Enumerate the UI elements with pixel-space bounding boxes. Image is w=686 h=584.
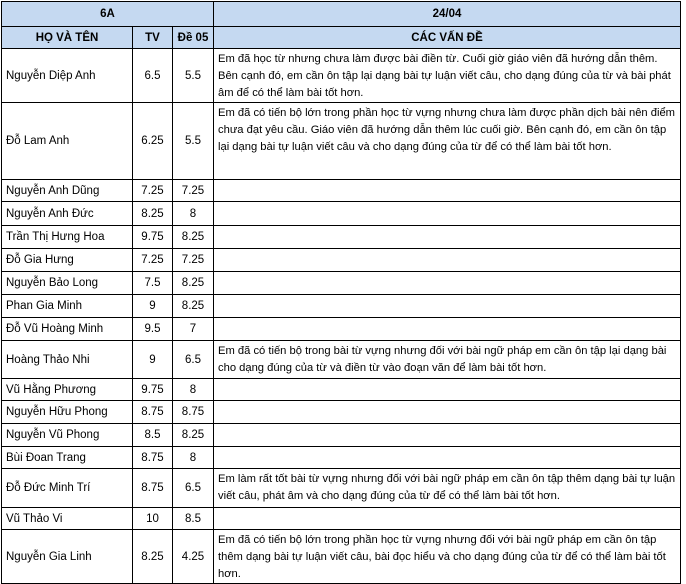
score-de05: 6.5 [173,469,214,508]
table-row [2,447,681,469]
column-header-tv: TV [133,27,173,49]
score-de05: 7.25 [173,249,214,272]
score-de05: 8 [173,202,214,226]
table-row [2,469,681,508]
issue-note [214,318,681,341]
issue-note [214,295,681,318]
issue-note [214,249,681,272]
issue-note: Em đã có tiến bộ lớn trong phần học từ vựng nhưng chưa làm được phần dịch bài nên điểm chưa đạt yêu cầu. Giáo viên đã hướng dẫn thêm lúc cuối giờ. Bên cạnh đó, em cần ôn tập lại dạng bài tự luận viết câu và cho dạng đúng của từ để có thể làm bài tốt hơn. [214,103,681,180]
student-name: Trần Thị Hưng Hoa [2,226,133,249]
score-de05: 7.25 [173,180,214,202]
score-de05: 8.25 [173,226,214,249]
score-tv: 8.25 [133,202,173,226]
score-de05: 8 [173,447,214,469]
table-row [2,272,681,295]
score-tv: 9 [133,341,173,379]
student-name: Đỗ Vũ Hoàng Minh [2,318,133,341]
issue-note [214,508,681,530]
score-tv: 7.25 [133,249,173,272]
student-name: Vũ Hằng Phương [2,379,133,401]
student-name: Đỗ Gia Hưng [2,249,133,272]
table-row [2,424,681,447]
score-tv: 10 [133,508,173,530]
table-row [2,508,681,530]
student-name: Bùi Đoan Trang [2,447,133,469]
score-tv: 8.75 [133,469,173,508]
score-de05: 8.5 [173,508,214,530]
score-de05: 8.75 [173,401,214,424]
table-row [2,341,681,379]
date-label: 24/04 [214,2,681,27]
score-tv: 7.5 [133,272,173,295]
issue-note [214,226,681,249]
issue-note [214,447,681,469]
issue-note [214,272,681,295]
student-name: Nguyễn Bảo Long [2,272,133,295]
student-name: Hoàng Thảo Nhi [2,341,133,379]
score-de05: 8.25 [173,424,214,447]
issue-note: Em đã có tiến bộ lớn trong phần học từ vựng nhưng đối với bài ngữ pháp em cần ôn tập thêm dạng bài tự luận viết câu, bài đọc hiểu và cho dạng đúng của từ để có thể làm bài tốt hơn. [214,530,681,584]
score-de05: 6.5 [173,341,214,379]
student-name: Vũ Thảo Vi [2,508,133,530]
issue-note [214,379,681,401]
score-de05: 8 [173,379,214,401]
issue-note [214,202,681,226]
issue-note: Em đã học từ nhưng chưa làm được bài điền từ. Cuối giờ giáo viên đã hướng dẫn thêm. Bên cạnh đó, em cần ôn tập lại dạng bài tự luận viết câu, cho dạng đúng của từ và bài phát âm để có thể làm bài tốt hơn. [214,49,681,103]
score-tv: 6.5 [133,49,173,103]
student-name: Nguyễn Vũ Phong [2,424,133,447]
column-header-issues: CÁC VẤN ĐỀ [214,27,681,49]
table-row [2,103,681,180]
table-row [2,295,681,318]
score-de05: 8.25 [173,295,214,318]
table-row [2,202,681,226]
score-tv: 8.5 [133,424,173,447]
table-row [2,249,681,272]
issue-note: Em đã có tiến bộ trong bài từ vựng nhưng đối với bài ngữ pháp em cần ôn tập lại dạng bài cho dạng đúng của từ và điền từ vào đoạn văn để làm bài tốt hơn. [214,341,681,379]
student-name: Nguyễn Gia Linh [2,530,133,584]
score-table [1,1,681,584]
column-header-name: HỌ VÀ TÊN [2,27,133,49]
table-row [2,226,681,249]
score-tv: 7.25 [133,180,173,202]
student-name: Nguyễn Hữu Phong [2,401,133,424]
score-tv: 9.5 [133,318,173,341]
score-de05: 8.25 [173,272,214,295]
table-row [2,379,681,401]
table-row [2,318,681,341]
score-tv: 8.75 [133,447,173,469]
score-tv: 6.25 [133,103,173,180]
table-row [2,401,681,424]
issue-note [214,424,681,447]
student-name: Nguyễn Anh Đức [2,202,133,226]
issue-note: Em làm rất tốt bài từ vựng nhưng đối với bài ngữ pháp em cần ôn tập thêm dạng bài tự luận viết câu, phát âm và cho dạng đúng của từ để có thể làm bài tốt hơn. [214,469,681,508]
score-de05: 5.5 [173,49,214,103]
issue-note [214,180,681,202]
score-tv: 8.75 [133,401,173,424]
score-de05: 4.25 [173,530,214,584]
table-row [2,49,681,103]
score-de05: 5.5 [173,103,214,180]
student-name: Đỗ Lam Anh [2,103,133,180]
student-name: Đỗ Đức Minh Trí [2,469,133,508]
student-name: Nguyễn Diệp Anh [2,49,133,103]
score-tv: 9 [133,295,173,318]
issue-note [214,401,681,424]
score-de05: 7 [173,318,214,341]
table-row [2,180,681,202]
class-label: 6A [2,2,214,27]
header-row-columns [2,27,681,49]
student-name: Phan Gia Minh [2,295,133,318]
score-tv: 9.75 [133,379,173,401]
header-row-top [2,2,681,27]
student-name: Nguyễn Anh Dũng [2,180,133,202]
column-header-de05: Đề 05 [173,27,214,49]
score-tv: 9.75 [133,226,173,249]
score-tv: 8.25 [133,530,173,584]
table-row [2,530,681,584]
